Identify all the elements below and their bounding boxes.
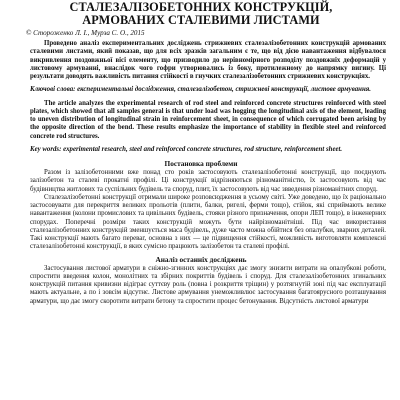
section-heading-problem: Постановка проблеми [164, 159, 238, 168]
section-heading-analysis: Аналіз останніх досліджень [155, 254, 247, 264]
abstract-english: The article analyzes the experimental research of rod steel and reinforced concrete structures reinforced with steel plates, which showed that all samples general is that under load was hogging the longitudinal axis of the element, leading to uneven distribution of longitudinal strain in reinforcement sheet, in consequence of which corrugated been arising by the opposite direction of the bend. These results emphasize the importance of stability in flexible steel and reinforced concrete rod structures. [30, 99, 386, 140]
abstract-ukrainian: Проведено аналіз експериментальних досліджень стрижневих сталезалізобетонних конструкцій армованих сталевими листами, який показав, що для всіх зразків загальним є те, що від дією навантаження відбувалося викривлення поздовжньої вісі елементу, що призводило до нерівномірного розподілу поздовжніх деформацій у листовому армуванні, внаслідок чого гофри утворювались із боку, протилежному до напрямку вигину. Ці результати доводять важливість питання стійкості в гнучких сталезалізобетонних стрижневих конструкціях. [30, 40, 386, 80]
keywords-ukrainian: Ключові слова: експериментальні дослідження, сталезалізобетон, стрижневі конструкції, листове армування. [30, 86, 371, 94]
authors-copyright: © Стороженко Л. І., Мурза С. О., 2015 [26, 29, 145, 37]
title-line-2: АРМОВАНИХ СТАЛЕВИМИ ЛИСТАМИ [82, 12, 320, 27]
keywords-english: Key words: experimental research, steel and reinforced concrete structures, rod structure, reinforcement sheet. [30, 145, 343, 153]
article-title [14, 1, 388, 26]
title-line-1: СТАЛЕЗАЛІЗОБЕТОННИХ КОНСТРУКЦІЙ, [69, 0, 333, 14]
paragraph: Сталезалізобетонні конструкції отримали широке розповсюдження в усьому світі. Уже доведено, що їх раціонально застосовувати для перекриття великих прольотів (плити, балки, ригелі, ферми тощо), стійок, які сприймають велике навантаження (колони промислових та цивільних будівель, стояки різного призначення, опори ЛЕП тощо), в інженерних спорудах. Поперечні розміри таких конструкцій можуть бути найрізноманітніші. Під час використання сталезалізобетонних конструкцій зменшується маса будівель, дуже часто можна обійтися без опалубки, зварних деталей. Такі конструкції мають багато переваг, основна з них — це підвищення стійкості, можливість виготовляти комплексні сталезалізобетонні конструкції, в яких сумісно працюють залізобетон та сталеві профілі. [30, 193, 386, 251]
paragraph: Разом із залізобетонними вже понад сто років застосовують сталезалізобетонні конструкції, що поєднують залізобетон та сталеві прокатні профілі. Ці конструкції відрізняються різноманітністю, їх застосовують від час будівництва житлових та суспільних будівель та споруд, плит, їх застосовують від час звведення різноманітних споруд. [30, 169, 386, 193]
paragraph: Застосування листової арматури в сніжно-згинних конструкціях дає змогу знизити витрати на опалубкові роботи, спростити введення колон, монолітних та збірних покриттів будівель і споруд. Для сталезалізобетонних згинальних конструкцій питання кривизни відіграє суттєву роль (повна і розкриття тріщин) у розтягнутій зоні під час експлуатації мають актуальне, а по і зовсім відсутнє. Листове армування унеможливлює застосування багатоярусного розташування арматури, що дає змогу скоротити витрати бетону та спростити процес бетонування. Відсутність листової арматури [30, 264, 386, 305]
